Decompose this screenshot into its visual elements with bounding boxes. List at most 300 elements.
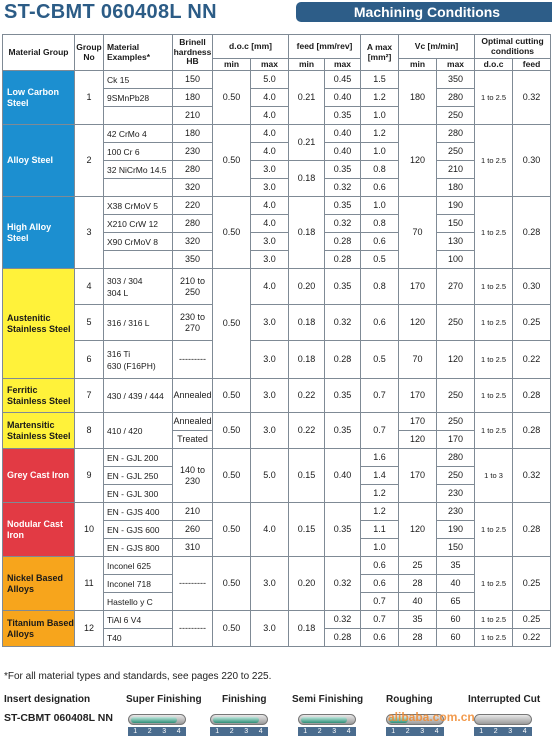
hb-cell: 310 [173, 539, 213, 557]
vc-max-cell: 190 [437, 197, 475, 215]
example-cell: Ck 15 [104, 71, 173, 89]
vc-min-cell: 35 [399, 611, 437, 629]
table-row [3, 305, 551, 341]
opt-feed-cell: 0.25 [513, 305, 551, 341]
vc-max-cell: 150 [437, 215, 475, 233]
col-brinell: Brinell hardness HB [173, 35, 213, 71]
example-cell: EN - GJL 300 [104, 485, 173, 503]
table-row [3, 449, 551, 467]
opt-doc-cell: 1 to 2.5 [475, 305, 513, 341]
material-group-cell: Austenitic Stainless Steel [3, 269, 75, 379]
doc-max-cell: 5.0 [251, 71, 289, 89]
vc-max-cell: 100 [437, 251, 475, 269]
hb-cell: --------- [173, 341, 213, 379]
table-row [3, 413, 551, 431]
opt-doc-cell: 1 to 2.5 [475, 125, 513, 197]
feed-max-cell: 0.40 [325, 125, 361, 143]
scale-tick: 2 [405, 728, 410, 735]
vc-max-cell: 210 [437, 161, 475, 179]
amax-cell: 1.2 [361, 89, 399, 107]
feed-max-cell: 0.35 [325, 197, 361, 215]
hb-cell: 210 [173, 107, 213, 125]
group-no-cell: 12 [75, 611, 104, 647]
amax-cell: 1.2 [361, 503, 399, 521]
example-cell: X90 CrMoV 8 [104, 233, 173, 251]
example-line: 303 / 304 [107, 275, 143, 286]
watermark: alibaba.com.cn [388, 710, 475, 724]
example-line: 630 (F16PH) [107, 360, 156, 371]
example-line: 304 L [107, 287, 129, 298]
group-no-cell: 10 [75, 503, 104, 557]
example-cell: EN - GJS 400 [104, 503, 173, 521]
table-row [3, 379, 551, 413]
opt-doc-cell: 1 to 2.5 [475, 71, 513, 125]
col-feed: feed [mm/rev] [289, 35, 361, 59]
doc-min-cell: 0.50 [213, 269, 251, 379]
example-cell [104, 251, 173, 269]
amax-cell: 1.1 [361, 521, 399, 539]
table-row [3, 341, 551, 379]
example-cell: 32 NiCrMo 14.5 [104, 161, 173, 179]
opt-doc-cell: 1 to 2.5 [475, 379, 513, 413]
vc-max-cell: 40 [437, 575, 475, 593]
scale-tick: 1 [479, 728, 484, 735]
scale-tick: 3 [420, 728, 425, 735]
group-no-cell: 2 [75, 125, 104, 197]
doc-max-cell: 3.0 [251, 379, 289, 413]
feed-min-cell: 0.22 [289, 379, 325, 413]
level-fill [213, 717, 259, 723]
col-doc: d.o.c [mm] [213, 35, 289, 59]
doc-max-cell: 4.0 [251, 89, 289, 107]
doc-max-cell: 3.0 [251, 611, 289, 647]
level-scale [298, 727, 356, 736]
group-no-cell: 8 [75, 413, 104, 449]
doc-min-cell: 0.50 [213, 379, 251, 413]
doc-max-cell: 3.0 [251, 161, 289, 179]
table-row [3, 269, 551, 305]
category-label: Semi Finishing [292, 694, 364, 705]
footnote: *For all material types and standards, see pages 220 to 225. [4, 671, 272, 682]
amax-cell: 0.7 [361, 379, 399, 413]
category-label: Super Finishing [126, 694, 202, 705]
scale-tick: 4 [434, 728, 439, 735]
vc-min-cell: 120 [399, 503, 437, 557]
example-cell: 410 / 420 [104, 413, 173, 449]
hb-cell: 280 [173, 161, 213, 179]
hb-cell: 210 [173, 503, 213, 521]
amax-cell: 1.6 [361, 449, 399, 467]
doc-max-cell: 3.0 [251, 413, 289, 449]
vc-max-cell: 180 [437, 179, 475, 197]
section-banner [296, 2, 552, 22]
doc-min-cell: 0.50 [213, 125, 251, 197]
doc-min-cell: 0.50 [213, 503, 251, 557]
example-cell: TiAl 6 V4 [104, 611, 173, 629]
level-gauge [210, 714, 268, 725]
feed-min-cell: 0.18 [289, 341, 325, 379]
level-fill [301, 717, 347, 723]
doc-max-cell: 4.0 [251, 143, 289, 161]
subcol-doc-max: max [251, 59, 289, 71]
hb-cell: 320 [173, 179, 213, 197]
example-cell: 42 CrMo 4 [104, 125, 173, 143]
example-cell: EN - GJS 600 [104, 521, 173, 539]
vc-min-cell: 28 [399, 629, 437, 647]
col-material-group: Material Group [3, 35, 75, 71]
feed-max-cell: 0.45 [325, 71, 361, 89]
example-cell: X38 CrMoV 5 [104, 197, 173, 215]
example-cell [104, 341, 173, 379]
doc-max-cell: 4.0 [251, 107, 289, 125]
table-row [3, 557, 551, 575]
vc-max-cell: 250 [437, 413, 475, 431]
vc-min-cell: 170 [399, 449, 437, 503]
vc-max-cell: 280 [437, 449, 475, 467]
example-cell [104, 179, 173, 197]
col-material-examples: Material Examples* [104, 35, 173, 71]
vc-max-cell: 280 [437, 89, 475, 107]
feed-max-cell: 0.32 [325, 179, 361, 197]
vc-max-cell: 60 [437, 629, 475, 647]
opt-feed-cell: 0.32 [513, 71, 551, 125]
group-no-cell: 9 [75, 449, 104, 503]
doc-min-cell: 0.50 [213, 413, 251, 449]
hb-cell: 230 to 270 [173, 305, 213, 341]
level-gauge [128, 714, 186, 725]
vc-min-cell: 70 [399, 197, 437, 269]
opt-feed-cell: 0.30 [513, 269, 551, 305]
amax-cell: 0.8 [361, 269, 399, 305]
hb-cell: 280 [173, 215, 213, 233]
hb-cell: 210 to 250 [173, 269, 213, 305]
subcol-feed-max: max [325, 59, 361, 71]
vc-min-cell: 170 [399, 379, 437, 413]
feed-min-cell: 0.21 [289, 71, 325, 125]
hb-cell: 350 [173, 251, 213, 269]
doc-min-cell: 0.50 [213, 197, 251, 269]
doc-max-cell: 4.0 [251, 125, 289, 143]
opt-doc-cell: 1 to 2.5 [475, 557, 513, 611]
opt-doc-cell: 1 to 2.5 [475, 503, 513, 557]
amax-cell: 0.8 [361, 161, 399, 179]
material-group-cell: Grey Cast Iron [3, 449, 75, 503]
group-no-cell: 3 [75, 197, 104, 269]
group-no-cell: 7 [75, 379, 104, 413]
amax-cell: 0.7 [361, 611, 399, 629]
hb-cell: 260 [173, 521, 213, 539]
vc-max-cell: 280 [437, 125, 475, 143]
feed-max-cell: 0.28 [325, 629, 361, 647]
feed-min-cell: 0.18 [289, 611, 325, 647]
subcol-vc-min: min [399, 59, 437, 71]
amax-cell: 0.7 [361, 413, 399, 449]
table-row [3, 71, 551, 89]
scale-tick: 2 [493, 728, 498, 735]
amax-cell: 0.6 [361, 575, 399, 593]
opt-feed-cell: 0.22 [513, 341, 551, 379]
opt-feed-cell: 0.28 [513, 197, 551, 269]
opt-doc-cell: 1 to 2.5 [475, 341, 513, 379]
subcol-vc-max: max [437, 59, 475, 71]
hb-cell: Annealed [173, 379, 213, 413]
example-cell: 316 / 316 L [104, 305, 173, 341]
hb-cell: 180 [173, 125, 213, 143]
scale-tick: 3 [332, 728, 337, 735]
level-scale [210, 727, 268, 736]
hb-cell: Treated [173, 431, 213, 449]
example-cell: Inconel 718 [104, 575, 173, 593]
subcol-feed-min: min [289, 59, 325, 71]
opt-doc-cell: 1 to 2.5 [475, 611, 513, 629]
vc-max-cell: 250 [437, 305, 475, 341]
subcol-opt-feed: feed [513, 59, 551, 71]
level-gauge [298, 714, 356, 725]
amax-cell: 1.0 [361, 107, 399, 125]
feed-max-cell: 0.32 [325, 215, 361, 233]
scale-tick: 2 [147, 728, 152, 735]
vc-min-cell: 70 [399, 341, 437, 379]
doc-max-cell: 3.0 [251, 251, 289, 269]
hb-cell: --------- [173, 557, 213, 611]
feed-min-cell: 0.15 [289, 449, 325, 503]
feed-min-cell: 0.15 [289, 503, 325, 557]
feed-max-cell: 0.35 [325, 269, 361, 305]
insert-designation-value: ST-CBMT 060408L NN [4, 712, 113, 724]
doc-max-cell: 4.0 [251, 269, 289, 305]
feed-max-cell: 0.35 [325, 413, 361, 449]
header-row [3, 35, 551, 59]
example-cell: EN - GJS 800 [104, 539, 173, 557]
vc-max-cell: 230 [437, 503, 475, 521]
scale-tick: 4 [346, 728, 351, 735]
doc-max-cell: 3.0 [251, 305, 289, 341]
vc-max-cell: 130 [437, 233, 475, 251]
hb-cell: 140 to 230 [173, 449, 213, 503]
level-scale [128, 727, 186, 736]
amax-cell: 0.6 [361, 179, 399, 197]
scale-tick: 1 [303, 728, 308, 735]
level-scale [386, 727, 444, 736]
vc-max-cell: 65 [437, 593, 475, 611]
opt-doc-cell: 1 to 2.5 [475, 629, 513, 647]
doc-max-cell: 3.0 [251, 179, 289, 197]
scale-tick: 4 [258, 728, 263, 735]
example-line: 316 Ti [107, 348, 131, 359]
feed-max-cell: 0.40 [325, 143, 361, 161]
scale-tick: 1 [215, 728, 220, 735]
vc-max-cell: 120 [437, 341, 475, 379]
doc-max-cell: 3.0 [251, 233, 289, 251]
feed-max-cell: 0.28 [325, 251, 361, 269]
example-cell [104, 269, 173, 305]
doc-min-cell: 0.50 [213, 71, 251, 125]
vc-min-cell: 170 [399, 269, 437, 305]
doc-max-cell: 4.0 [251, 503, 289, 557]
feed-max-cell: 0.40 [325, 449, 361, 503]
group-no-cell: 11 [75, 557, 104, 611]
header [0, 0, 552, 26]
amax-cell: 0.6 [361, 305, 399, 341]
vc-min-cell: 120 [399, 431, 437, 449]
feed-max-cell: 0.35 [325, 107, 361, 125]
scale-tick: 3 [244, 728, 249, 735]
vc-min-cell: 120 [399, 125, 437, 197]
hb-cell: 320 [173, 233, 213, 251]
doc-max-cell: 3.0 [251, 341, 289, 379]
opt-feed-cell: 0.22 [513, 629, 551, 647]
doc-max-cell: 4.0 [251, 215, 289, 233]
example-cell [104, 107, 173, 125]
feed-max-cell: 0.32 [325, 557, 361, 611]
section-title: Machining Conditions [353, 4, 501, 20]
vc-max-cell: 270 [437, 269, 475, 305]
hb-cell: 180 [173, 89, 213, 107]
hb-cell: --------- [173, 611, 213, 647]
vc-max-cell: 250 [437, 143, 475, 161]
material-group-cell: Low Carbon Steel [3, 71, 75, 125]
hb-cell: 150 [173, 71, 213, 89]
vc-max-cell: 170 [437, 431, 475, 449]
feed-min-cell: 0.22 [289, 413, 325, 449]
page-title: ST-CBMT 060408L NN [4, 1, 217, 23]
material-group-cell: Nickel Based Alloys [3, 557, 75, 611]
machining-conditions-table [2, 34, 551, 647]
vc-min-cell: 170 [399, 413, 437, 431]
opt-doc-cell: 1 to 3 [475, 449, 513, 503]
opt-feed-cell: 0.30 [513, 125, 551, 197]
category-label: Roughing [386, 694, 433, 705]
level-scale [474, 727, 532, 736]
opt-feed-cell: 0.28 [513, 503, 551, 557]
col-optimal: Optimal cutting conditions [475, 35, 551, 59]
level-fill [131, 717, 177, 723]
feed-max-cell: 0.32 [325, 305, 361, 341]
amax-cell: 1.2 [361, 485, 399, 503]
col-vc: Vc [m/min] [399, 35, 475, 59]
feed-max-cell: 0.35 [325, 161, 361, 179]
feed-min-cell: 0.21 [289, 125, 325, 161]
vc-max-cell: 35 [437, 557, 475, 575]
insert-designation-label: Insert designation [4, 694, 91, 705]
amax-cell: 1.2 [361, 125, 399, 143]
feed-max-cell: 0.35 [325, 503, 361, 557]
example-cell: X210 CrW 12 [104, 215, 173, 233]
group-no-cell: 1 [75, 71, 104, 125]
subcol-opt-doc: d.o.c [475, 59, 513, 71]
vc-min-cell: 40 [399, 593, 437, 611]
vc-max-cell: 250 [437, 379, 475, 413]
amax-cell: 0.7 [361, 593, 399, 611]
material-group-cell: Martensitic Stainless Steel [3, 413, 75, 449]
amax-cell: 1.0 [361, 197, 399, 215]
amax-cell: 0.5 [361, 341, 399, 379]
example-cell: Inconel 625 [104, 557, 173, 575]
col-amax: A max [mm²] [361, 35, 399, 71]
hb-cell: 230 [173, 143, 213, 161]
col-group-no: Group No [75, 35, 104, 71]
vc-max-cell: 150 [437, 539, 475, 557]
doc-min-cell: 0.50 [213, 557, 251, 611]
scale-tick: 1 [391, 728, 396, 735]
example-cell: 9SMnPb28 [104, 89, 173, 107]
example-cell: 100 Cr 6 [104, 143, 173, 161]
example-cell: EN - GJL 200 [104, 449, 173, 467]
vc-min-cell: 28 [399, 575, 437, 593]
hb-cell: Annealed [173, 413, 213, 431]
amax-cell: 1.5 [361, 71, 399, 89]
opt-feed-cell: 0.25 [513, 557, 551, 611]
material-group-cell: High Alloy Steel [3, 197, 75, 269]
hb-cell: 220 [173, 197, 213, 215]
vc-max-cell: 230 [437, 485, 475, 503]
feed-min-cell: 0.20 [289, 557, 325, 611]
vc-max-cell: 350 [437, 71, 475, 89]
material-group-cell: Nodular Cast Iron [3, 503, 75, 557]
opt-doc-cell: 1 to 2.5 [475, 413, 513, 449]
scale-tick: 1 [133, 728, 138, 735]
vc-max-cell: 250 [437, 467, 475, 485]
level-gauge [474, 714, 532, 725]
material-group-cell: Alloy Steel [3, 125, 75, 197]
example-cell: Hastello y C [104, 593, 173, 611]
doc-min-cell: 0.50 [213, 449, 251, 503]
amax-cell: 0.6 [361, 233, 399, 251]
amax-cell: 0.8 [361, 215, 399, 233]
amax-cell: 0.6 [361, 557, 399, 575]
vc-max-cell: 60 [437, 611, 475, 629]
vc-min-cell: 25 [399, 557, 437, 575]
material-group-cell: Ferritic Stainless Steel [3, 379, 75, 413]
feed-max-cell: 0.40 [325, 89, 361, 107]
amax-cell: 0.5 [361, 251, 399, 269]
category-label: Finishing [222, 694, 267, 705]
example-cell: T40 [104, 629, 173, 647]
scale-tick: 3 [162, 728, 167, 735]
feed-max-cell: 0.28 [325, 341, 361, 379]
feed-min-cell: 0.18 [289, 161, 325, 197]
amax-cell: 1.0 [361, 539, 399, 557]
opt-feed-cell: 0.25 [513, 611, 551, 629]
amax-cell: 1.4 [361, 467, 399, 485]
opt-feed-cell: 0.28 [513, 379, 551, 413]
vc-min-cell: 120 [399, 305, 437, 341]
scale-tick: 2 [229, 728, 234, 735]
vc-min-cell: 180 [399, 71, 437, 125]
table-row [3, 503, 551, 521]
doc-min-cell: 0.50 [213, 611, 251, 647]
feed-max-cell: 0.32 [325, 611, 361, 629]
group-no-cell: 4 [75, 269, 104, 305]
doc-max-cell: 5.0 [251, 449, 289, 503]
scale-tick: 4 [176, 728, 181, 735]
amax-cell: 0.6 [361, 629, 399, 647]
scale-tick: 4 [522, 728, 527, 735]
material-group-cell: Titanium Based Alloys [3, 611, 75, 647]
feed-min-cell: 0.18 [289, 305, 325, 341]
table-row [3, 125, 551, 143]
table-row [3, 611, 551, 629]
subcol-doc-min: min [213, 59, 251, 71]
feed-max-cell: 0.28 [325, 233, 361, 251]
example-cell: EN - GJL 250 [104, 467, 173, 485]
opt-feed-cell: 0.28 [513, 413, 551, 449]
category-label: Interrupted Cut [468, 694, 541, 705]
example-cell: 430 / 439 / 444 [104, 379, 173, 413]
table-row [3, 197, 551, 215]
opt-doc-cell: 1 to 2.5 [475, 197, 513, 269]
group-no-cell: 6 [75, 341, 104, 379]
